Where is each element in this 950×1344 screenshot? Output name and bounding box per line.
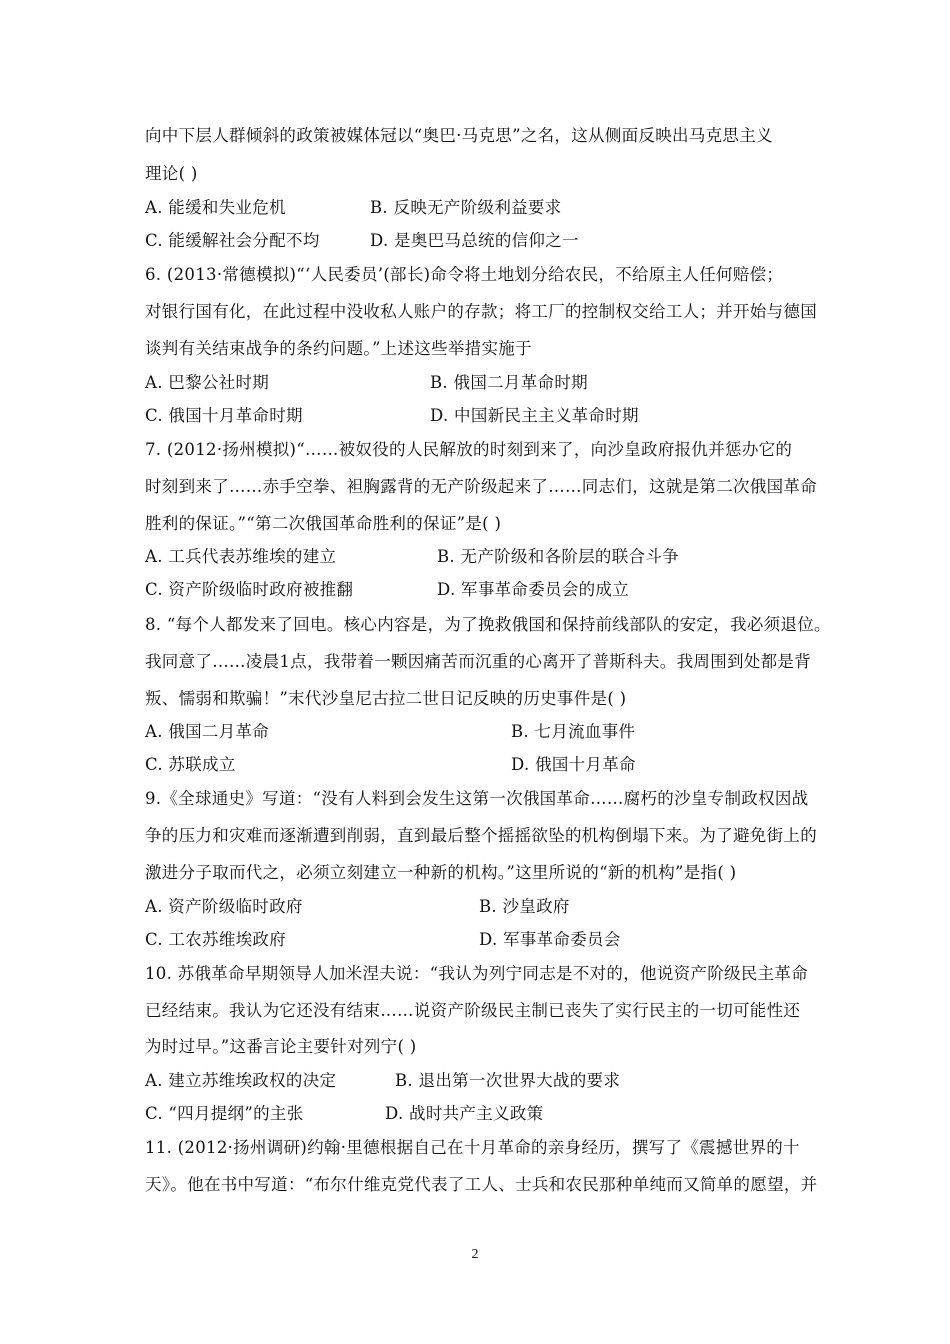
q9-stem-line-1: 9.《全球通史》写道：“没有人料到会发生这第一次俄国革命……腐朽的沙皇专制政权因战 [145, 789, 809, 808]
q10-option-b: B. 退出第一次世界大战的要求 [395, 1071, 621, 1090]
q8-stem-line-1: 8. “每个人都发来了回电。核心内容是，为了挽救俄国和保持前线部队的安定，我必须退位。 [145, 615, 831, 634]
q8-stem-line-2: 我同意了……凌晨1点，我带着一颗因痛苦而沉重的心离开了普斯科夫。我周围到处都是背 [145, 652, 811, 671]
q6-option-c: C. 俄国十月革命时期 [145, 406, 303, 425]
q5-stem-line-2: 理论( ) [145, 164, 198, 183]
q10-stem-line-3: 为时过早。”这番言论主要针对列宁( ) [145, 1037, 417, 1056]
q8-option-b: B. 七月流血事件 [511, 722, 636, 741]
q5-option-c: C. 能缓解社会分配不均 [145, 231, 320, 250]
q6-stem-line-1: 6. (2013·常德模拟)“‘人民委员’(部长)命令将土地划分给农民，不给原主人任何赔偿； [145, 265, 784, 284]
q5-option-d: D. 是奥巴马总统的信仰之一 [370, 231, 579, 250]
q10-stem-line-2: 已经结束。我认为它还没有结束……说资产阶级民主制已丧失了实行民主的一切可能性还 [145, 1001, 801, 1020]
q8-option-a: A. 俄国二月革命 [145, 722, 270, 741]
q9-option-c: C. 工农苏维埃政府 [145, 930, 287, 949]
q11-stem-line-2: 天》。他在书中写道：“布尔什维克党代表了工人、士兵和农民那种单纯而又简单的愿望，并 [145, 1175, 818, 1194]
q9-option-b: B. 沙皇政府 [479, 897, 570, 916]
q6-option-d: D. 中国新民主主义革命时期 [430, 406, 639, 425]
q8-stem-line-3: 叛、懦弱和欺骗！”末代沙皇尼古拉二世日记反映的历史事件是( ) [145, 689, 627, 708]
q9-option-a: A. 资产阶级临时政府 [145, 897, 303, 916]
q10-option-c: C. “四月提纲”的主张 [145, 1104, 304, 1123]
q7-option-a: A. 工兵代表苏维埃的建立 [145, 547, 337, 566]
q7-stem-line-1: 7. (2012·扬州模拟)“……被奴役的人民解放的时刻到来了，向沙皇政府报仇并惩办它的 [145, 440, 793, 459]
page-number: 2 [471, 1247, 479, 1262]
q11-stem-line-1: 11. (2012·扬州调研)约翰·里德根据自己在十月革命的亲身经历，撰写了《震撼世界的十 [145, 1138, 800, 1157]
q7-stem-line-2: 时刻到来了……赤手空拳、袒胸露背的无产阶级起来了……同志们，这就是第二次俄国革命 [145, 477, 817, 496]
q9-stem-line-3: 激进分子取而代之，必须立刻建立一种新的机构。”这里所说的“新的机构”是指( ) [145, 863, 737, 882]
q8-option-c: C. 苏联成立 [145, 755, 236, 774]
q5-option-a: A. 能缓和失业危机 [145, 198, 286, 217]
q6-stem-line-3: 谈判有关结束战争的条约问题。”上述这些举措实施于 [145, 339, 532, 358]
q9-stem-line-2: 争的压力和灾难而逐渐遭到削弱，直到最后整个摇摇欲坠的机构倒塌下来。为了避免街上的 [145, 826, 817, 845]
q7-option-d: D. 军事革命委员会的成立 [437, 580, 630, 599]
q7-option-b: B. 无产阶级和各阶层的联合斗争 [437, 547, 679, 566]
q5-option-b: B. 反映无产阶级利益要求 [370, 198, 562, 217]
q7-option-c: C. 资产阶级临时政府被推翻 [145, 580, 354, 599]
q6-stem-line-2: 对银行国有化，在此过程中没收私人账户的存款；将工厂的控制权交给工人；并开始与德国 [145, 302, 817, 321]
q8-option-d: D. 俄国十月革命 [511, 755, 636, 774]
q10-option-a: A. 建立苏维埃政权的决定 [145, 1071, 337, 1090]
q5-stem-line-1: 向中下层人群倾斜的政策被媒体冠以“奥巴·马克思”之名，这从侧面反映出马克思主义 [145, 126, 773, 145]
q10-option-d: D. 战时共产主义政策 [385, 1104, 544, 1123]
q10-stem-line-1: 10. 苏俄革命早期领导人加米涅夫说：“我认为列宁同志是不对的，他说资产阶级民主革命 [145, 964, 809, 983]
q7-stem-line-3: 胜利的保证。”“第二次俄国革命胜利的保证”是( ) [145, 514, 502, 533]
q6-option-a: A. 巴黎公社时期 [145, 373, 270, 392]
q9-option-d: D. 军事革命委员会 [479, 930, 621, 949]
q6-option-b: B. 俄国二月革命时期 [430, 373, 588, 392]
